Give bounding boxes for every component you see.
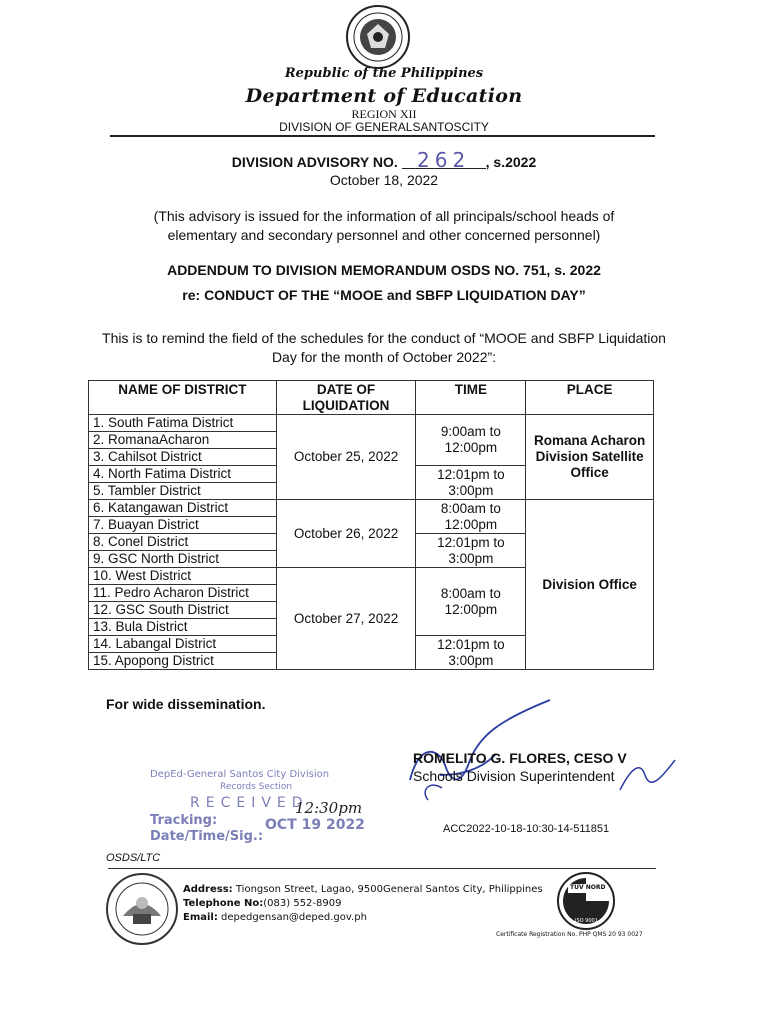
district-cell: 7. Buayan District	[89, 517, 277, 534]
time-cell: 12:01pm to 3:00pm	[416, 636, 526, 670]
dissemination-note: For wide dissemination.	[106, 696, 266, 712]
table-row	[89, 415, 654, 432]
advisory-series: , s.2022	[485, 154, 537, 170]
iso-badge	[556, 870, 616, 932]
deped-seal-icon	[345, 4, 411, 70]
table-header-row	[89, 381, 654, 415]
address-label: Address:	[183, 884, 233, 895]
stamp-datetime: Date/Time/Sig.:	[150, 829, 264, 844]
header-place: PLACE	[526, 381, 654, 415]
advisory-info: (This advisory is issued for the information of all principals/school heads of elementary and secondary personnel and other concerned personnel)	[153, 208, 615, 243]
signatory-name: ROMELITO G. FLORES, CESO V	[413, 750, 627, 766]
district-cell: 6. Katangawan District	[89, 500, 277, 517]
district-cell: 9. GSC North District	[89, 551, 277, 568]
district-cell: 4. North Fatima District	[89, 466, 277, 483]
department-name: Department of Education	[245, 85, 523, 107]
time-cell: 12:01pm to 3:00pm	[416, 534, 526, 568]
header-time: TIME	[416, 381, 526, 415]
district-cell: 1. South Fatima District	[89, 415, 277, 432]
stamp-date: OCT 19 2022	[265, 817, 365, 833]
district-cell: 10. West District	[89, 568, 277, 585]
advisory-number-line	[0, 148, 768, 172]
place-cell: Romana Acharon Division Satellite Office	[526, 415, 654, 500]
date-cell: October 26, 2022	[276, 500, 416, 568]
header-district: NAME OF DISTRICT	[89, 381, 277, 415]
address-value: Tiongson Street, Lagao, 9500General Santos City, Philippines	[235, 884, 543, 895]
footer-contact	[183, 883, 543, 925]
reminder-text: This is to remind the field of the schedules for the conduct of “MOOE and SBFP Liquidation Day for the month of October 2022”:	[102, 330, 666, 365]
signatory-title: Schools Division Superintendent	[413, 768, 615, 784]
time-cell: 8:00am to 12:00pm	[416, 568, 526, 636]
district-cell: 2. RomanaAcharon	[89, 432, 277, 449]
stamp-line3: RECEIVED	[190, 795, 309, 811]
iso-brand: TÜV NORD	[570, 884, 606, 891]
table-row	[89, 500, 654, 517]
republic-line: Republic of the Philippines	[284, 66, 484, 81]
date-cell: October 27, 2022	[276, 568, 416, 670]
phone-value: (083) 552-8909	[263, 898, 342, 909]
stamp-time: 12:30pm	[295, 799, 363, 817]
place-cell: Division Office	[526, 500, 654, 670]
district-cell: 8. Conel District	[89, 534, 277, 551]
email-label: Email:	[183, 912, 218, 923]
certificate-number: Certificate Registration No. PHP QMS 20 93 0027	[496, 931, 643, 938]
time-cell: 12:01pm to 3:00pm	[416, 466, 526, 500]
advisory-label: DIVISION ADVISORY NO.	[231, 154, 398, 170]
district-cell: 5. Tambler District	[89, 483, 277, 500]
received-stamp	[150, 765, 400, 855]
osds-code: OSDS/LTC	[106, 852, 161, 864]
division-line: DIVISION OF GENERALSANTOSCITY	[279, 120, 489, 134]
district-cell: 11. Pedro Acharon District	[89, 585, 277, 602]
iso-standard: ISO 9001	[575, 918, 598, 924]
date-cell: October 25, 2022	[276, 415, 416, 500]
district-cell: 15. Apopong District	[89, 653, 277, 670]
tracking-code: ACC2022-10-18-10:30-14-511851	[443, 823, 610, 835]
district-cell: 13. Bula District	[89, 619, 277, 636]
phone-label: Telephone No:	[183, 898, 264, 909]
region-line: REGION XII	[351, 107, 417, 121]
header-date: DATE OF LIQUIDATION	[276, 381, 416, 415]
advisory-date: October 18, 2022	[329, 172, 439, 188]
stamp-line2: Records Section	[220, 782, 293, 792]
header-divider	[110, 135, 655, 137]
subject-line: re: CONDUCT OF THE “MOOE and SBFP LIQUIDATION DAY”	[182, 287, 586, 303]
email-value: depedgensan@deped.gov.ph	[221, 912, 367, 923]
district-cell: 12. GSC South District	[89, 602, 277, 619]
division-seal-icon	[105, 872, 179, 946]
schedule-table	[88, 380, 654, 670]
time-cell: 9:00am to 12:00pm	[416, 415, 526, 466]
stamp-line1: DepEd-General Santos City Division	[150, 769, 330, 780]
district-cell: 3. Cahilsot District	[89, 449, 277, 466]
stamp-tracking: Tracking:	[150, 813, 218, 828]
footer-divider	[108, 868, 656, 869]
advisory-number: 262	[402, 152, 486, 169]
addendum-title: ADDENDUM TO DIVISION MEMORANDUM OSDS NO. 751, s. 2022	[167, 262, 601, 278]
district-cell: 14. Labangal District	[89, 636, 277, 653]
time-cell: 8:00am to 12:00pm	[416, 500, 526, 534]
signature-icon	[400, 680, 690, 810]
